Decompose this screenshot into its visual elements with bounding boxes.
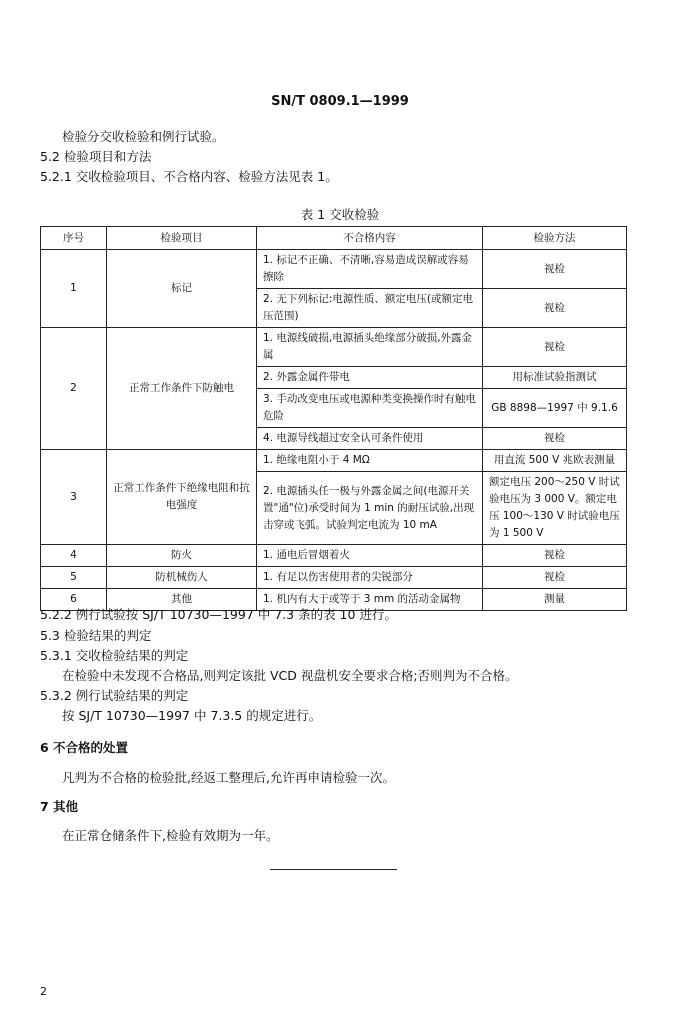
table-header-row bbox=[41, 227, 627, 250]
end-rule bbox=[270, 869, 397, 870]
row-content: 1. 机内有大于或等于 3 mm 的活动金属物 bbox=[257, 589, 483, 611]
row-method: 视检 bbox=[483, 289, 627, 328]
table-row bbox=[41, 328, 627, 367]
row-content: 1. 有足以伤害使用者的尖锐部分 bbox=[257, 567, 483, 589]
row-content: 1. 电源线破损,电源插头绝缘部分破损,外露金属 bbox=[257, 328, 483, 367]
section-5-3-1-text: 在检验中未发现不合格品,则判定该批 VCD 视盘机安全要求合格;否则判为不合格。 bbox=[62, 668, 518, 683]
row-method: 视检 bbox=[483, 328, 627, 367]
row-method: 视检 bbox=[483, 545, 627, 567]
row-content: 2. 外露金属件带电 bbox=[257, 367, 483, 389]
intro-text: 检验分交收检验和例行试验。 bbox=[62, 129, 225, 144]
table-caption: 表 1 交收检验 bbox=[300, 207, 380, 222]
row-no: 4 bbox=[41, 545, 107, 567]
row-method: 用直流 500 V 兆欧表测量 bbox=[483, 450, 627, 472]
row-no: 2 bbox=[41, 328, 107, 450]
page-number: 2 bbox=[40, 985, 47, 998]
row-method: 视检 bbox=[483, 428, 627, 450]
section-5-2-1-text: 5.2.1 交收检验项目、不合格内容、检验方法见表 1。 bbox=[40, 169, 338, 184]
section-5-3-1-heading: 5.3.1 交收检验结果的判定 bbox=[40, 648, 189, 663]
row-no: 3 bbox=[41, 450, 107, 545]
row-method: 用标准试验指测试 bbox=[483, 367, 627, 389]
header-content: 不合格内容 bbox=[257, 227, 483, 250]
table-row bbox=[41, 545, 627, 567]
row-method: 视检 bbox=[483, 567, 627, 589]
row-content: 1. 通电后冒烟着火 bbox=[257, 545, 483, 567]
section-6-text: 凡判为不合格的检验批,经返工整理后,允许再申请检验一次。 bbox=[62, 770, 395, 785]
row-item: 防机械伤人 bbox=[107, 567, 257, 589]
header-no: 序号 bbox=[41, 227, 107, 250]
row-method: 额定电压 200～250 V 时试验电压为 3 000 V。额定电压 100～130 V 时试验电压为 1 500 V bbox=[483, 472, 627, 545]
section-6-heading: 6 不合格的处置 bbox=[40, 740, 129, 755]
header-method: 检验方法 bbox=[483, 227, 627, 250]
row-item: 标记 bbox=[107, 250, 257, 328]
row-item: 正常工作条件下防触电 bbox=[107, 328, 257, 450]
row-method: GB 8898—1997 中 9.1.6 bbox=[483, 389, 627, 428]
section-5-3-heading: 5.3 检验结果的判定 bbox=[40, 628, 152, 643]
section-5-3-2-text: 按 SJ/T 10730—1997 中 7.3.5 的规定进行。 bbox=[62, 708, 322, 723]
row-item: 正常工作条件下绝缘电阻和抗电强度 bbox=[107, 450, 257, 545]
section-5-2-heading: 5.2 检验项目和方法 bbox=[40, 149, 152, 164]
row-content: 2. 无下列标记:电源性质、额定电压(或额定电压范围) bbox=[257, 289, 483, 328]
document-header: SN/T 0809.1—1999 bbox=[271, 94, 409, 109]
row-content: 2. 电源插头任一极与外露金属之间(电源开关置"通"位)承受时间为 1 min 的耐压试验,出现击穿或飞弧。试验判定电流为 10 mA bbox=[257, 472, 483, 545]
inspection-table bbox=[40, 226, 627, 611]
section-7-heading: 7 其他 bbox=[40, 799, 79, 814]
row-content: 3. 手动改变电压或电源种类变换操作时有触电危险 bbox=[257, 389, 483, 428]
section-5-2-2-text: 5.2.2 例行试验按 SJ/T 10730—1997 中 7.3 条的表 10 进行。 bbox=[40, 607, 397, 622]
row-content: 1. 绝缘电阻小于 4 MΩ bbox=[257, 450, 483, 472]
header-item: 检验项目 bbox=[107, 227, 257, 250]
table-row bbox=[41, 450, 627, 472]
section-7-text: 在正常仓储条件下,检验有效期为一年。 bbox=[62, 828, 279, 843]
row-no: 5 bbox=[41, 567, 107, 589]
row-content: 1. 标记不正确、不清晰,容易造成误解或容易擦除 bbox=[257, 250, 483, 289]
row-content: 4. 电源导线超过安全认可条件使用 bbox=[257, 428, 483, 450]
section-5-3-2-heading: 5.3.2 例行试验结果的判定 bbox=[40, 688, 189, 703]
row-method: 测量 bbox=[483, 589, 627, 611]
table-row bbox=[41, 250, 627, 289]
row-no: 6 bbox=[41, 589, 107, 611]
row-method: 视检 bbox=[483, 250, 627, 289]
row-item: 防火 bbox=[107, 545, 257, 567]
row-no: 1 bbox=[41, 250, 107, 328]
row-item: 其他 bbox=[107, 589, 257, 611]
table-row bbox=[41, 567, 627, 589]
